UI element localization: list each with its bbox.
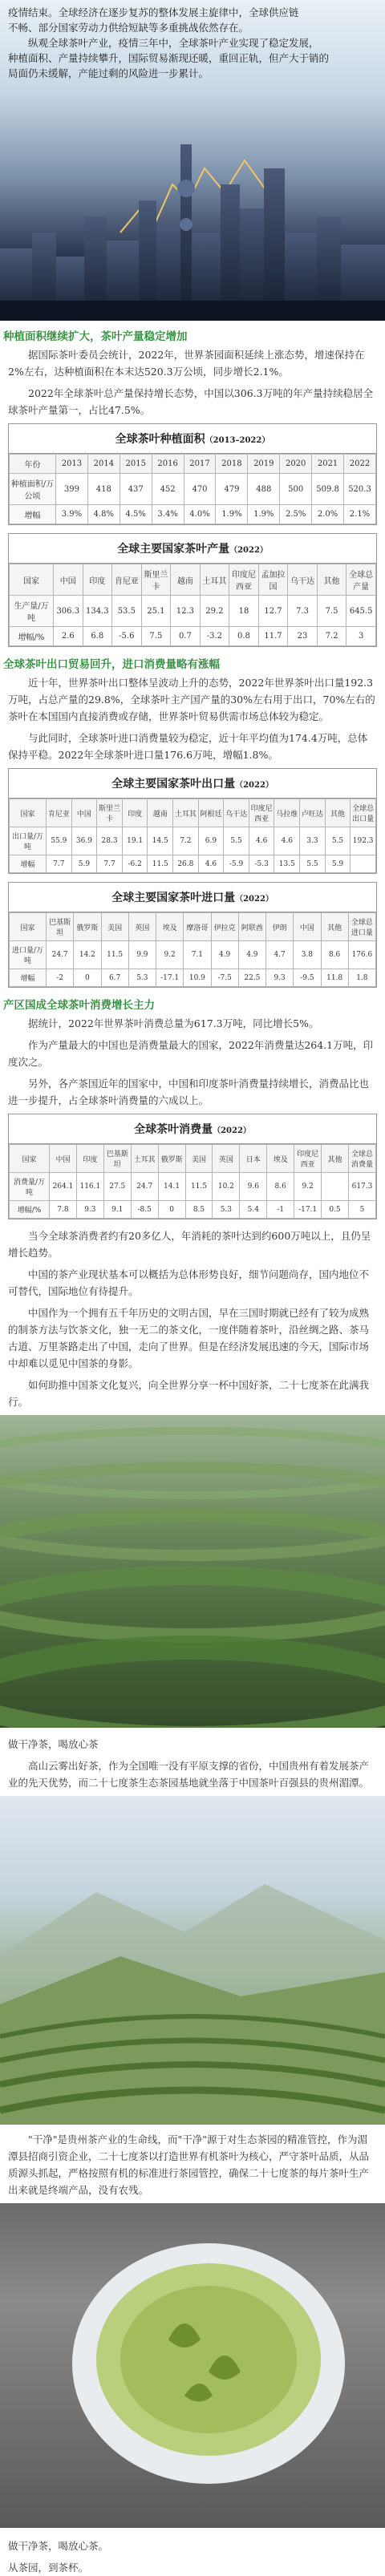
table-cell: 437 (120, 474, 152, 505)
table-cell: 增幅/% (10, 1201, 50, 1219)
table-cell: 马拉维 (274, 799, 300, 827)
mountain-terrace-illustration (0, 1796, 385, 2125)
table-cell: 55.9 (47, 827, 72, 855)
table-cell: 14.5 (148, 827, 173, 855)
table-cell: 英国 (213, 1145, 240, 1173)
table-cell: -17.1 (156, 969, 184, 987)
table-cell: 5.5 (325, 827, 351, 855)
table-cell: 9.2 (156, 941, 184, 969)
tea-cup-illustration (0, 2203, 385, 2528)
table-cell: 美国 (101, 913, 128, 941)
table-cell: 越南 (148, 799, 173, 827)
table-cell: 14.1 (158, 1173, 185, 1201)
table-cell: 中国 (50, 1145, 77, 1173)
table-cell: 全球总产量 (346, 564, 376, 596)
table-cell: 越南 (171, 564, 201, 596)
intro-line: 纵观全球茶叶产业，疫情三年中，全球茶叶产业实现了稳定发展， (28, 37, 319, 49)
data-table (9, 564, 376, 646)
table-cell: -1 (267, 1201, 294, 1219)
table-cell: 4.6 (198, 855, 224, 873)
table-cell: 乌干达 (224, 799, 249, 827)
table-cell: 4.9 (211, 941, 238, 969)
table-cell: 7.2 (173, 827, 199, 855)
table-cell: 国家 (10, 564, 54, 596)
table-row (10, 1173, 376, 1201)
table-cell: 5.5 (300, 855, 326, 873)
data-table (9, 454, 376, 524)
tea-cup-photo (0, 2203, 385, 2528)
table-cell: 470 (184, 474, 216, 505)
table-cell: 印度尼西亚 (229, 564, 259, 596)
table-row (10, 969, 376, 987)
table-cell: 中国 (71, 799, 97, 827)
table-cell: 7.7 (47, 855, 72, 873)
table-cell: 10.9 (184, 969, 211, 987)
paragraph: 据统计，2022年世界茶叶消费总量为617.3万吨，同比增长5%。 (28, 1017, 319, 1029)
table-cell: 7.5 (317, 596, 346, 627)
table-cell: 12.3 (171, 596, 201, 627)
table-cell: 4.6 (249, 827, 274, 855)
paragraph: 高山云雾出好茶，作为全国唯一没有平原支撑的省份，中国贵州有着发展茶产业的先天优势，而二十七度茶生态茶园基地就坐落于中国茶叶百强县的贵州湄潭。 (8, 1760, 370, 1789)
table-cell: 卢旺达 (300, 799, 326, 827)
table-header-row (10, 913, 376, 941)
table-cell: 509.8 (312, 474, 344, 505)
table-cell: 0.8 (229, 627, 259, 646)
table-cell: 4.0% (184, 505, 216, 524)
table-cell: 2016 (152, 455, 184, 474)
table-cell: 中国 (54, 564, 83, 596)
table-cell: 11.5 (101, 941, 128, 969)
table-cell: 全球总出口量 (351, 799, 376, 827)
table-cell: 印度尼西亚 (249, 799, 274, 827)
table-cell: 斯里兰卡 (141, 564, 171, 596)
table-cell: 增幅 (10, 969, 47, 987)
table-header-row (10, 455, 376, 474)
table-title-sub: （2013–2022） (205, 436, 270, 445)
table-cell: 9.9 (128, 941, 156, 969)
table-header-row (10, 1145, 376, 1173)
table-cell: 4.6 (274, 827, 300, 855)
table-cell: 0.7 (171, 627, 201, 646)
table-cell: 7.3 (288, 596, 318, 627)
table-title-text: 全球主要国家茶叶产量 (117, 543, 230, 556)
caption: 从茶园，到茶杯。 (8, 2562, 89, 2574)
table-cell: 13.5 (274, 855, 300, 873)
table-cell: 全球总进口量 (348, 913, 375, 941)
table-cell (351, 855, 376, 873)
table-cell: -8.5 (131, 1201, 158, 1219)
caption: 做干净茶，喝放心茶。 (8, 2540, 109, 2552)
table-row (10, 855, 376, 873)
table-cell: 埃及 (267, 1145, 294, 1173)
table-cell: 25.1 (141, 596, 171, 627)
table-cell: 伊朗 (266, 913, 294, 941)
table-title (9, 1114, 376, 1144)
table-cell: 1.8 (348, 969, 375, 987)
table-cell: 0.5 (322, 1201, 349, 1219)
hero-image (0, 0, 385, 321)
table-cell: 8.6 (321, 941, 348, 969)
table-cell: 24.7 (131, 1173, 158, 1201)
table-cell: 埃及 (156, 913, 184, 941)
table-title-sub: （2022） (213, 1126, 251, 1135)
table-header-row (10, 564, 376, 596)
table-cell: 2017 (184, 455, 216, 474)
table-cell: 2013 (56, 455, 88, 474)
table-cell: 5.4 (240, 1201, 267, 1219)
table-cell: 国家 (10, 913, 47, 941)
table-cell: 其他 (325, 799, 351, 827)
table-cell: 9.3 (266, 969, 294, 987)
table-cell: 12.7 (258, 596, 288, 627)
table-cell: 俄罗斯 (74, 913, 101, 941)
table-cell: 土耳其 (200, 564, 229, 596)
table-cell: 中国 (294, 913, 321, 941)
table-cell: 斯里兰卡 (97, 799, 123, 827)
paragraph: "干净"是贵州茶产业的生命线，而"干净"源于对生态茶园的精准管控，作为湄潭县招商引资企业，二十七度茶以打造世界有机茶叶为核心，严守茶叶品质，从品质源头抓起，严格按照有机的标准进行茶园管控，确保二十七度茶的每片茶叶生产出来就是终端产品，没有农残。 (8, 2133, 370, 2196)
table-cell: -3.2 (200, 627, 229, 646)
table-cell: 9.3 (76, 1201, 103, 1219)
paragraph: 与此同时，全球茶叶进口消费量较为稳定，近十年平均值为174.4万吨，总体保持平稳。2022年全球茶叶进口量176.6万吨，增幅1.8%。 (8, 732, 368, 761)
table-row (10, 474, 376, 505)
table-cell: 2019 (248, 455, 280, 474)
table-title (9, 769, 376, 799)
intro-line: 疫情结束。全球经济在逐步复苏的整体发展主旋律中，全球供应链 (8, 6, 299, 18)
table-cell: 印度 (76, 1145, 103, 1173)
table-cell: 11.8 (321, 969, 348, 987)
table-title (9, 883, 376, 912)
table-title-text: 全球主要国家茶叶出口量 (111, 778, 236, 791)
table-cell: 29.2 (200, 596, 229, 627)
paragraph: 2022年全球茶叶总产量保持增长态势，中国以306.3万吨的年产量持续稳居全球茶叶产量第一，占比47.5%。 (8, 387, 374, 416)
table-cell: 4.9 (238, 941, 265, 969)
table-cell: 6.8 (83, 627, 112, 646)
table-cell: 美国 (185, 1145, 213, 1173)
section-title-consumption: 产区国成全球茶叶消费增长主力 (3, 999, 155, 1012)
table-import (8, 882, 377, 988)
table-cell: 11.5 (185, 1173, 213, 1201)
table-cell: -17.1 (294, 1201, 322, 1219)
table-cell: 53.5 (112, 596, 142, 627)
table-cell: 22.5 (238, 969, 265, 987)
table-cell: 肯尼亚 (112, 564, 142, 596)
table-cell: 192.3 (351, 827, 376, 855)
table-cell: 176.6 (348, 941, 375, 969)
table-cell: 18 (229, 596, 259, 627)
table-title (9, 424, 376, 454)
table-cell: 3 (346, 627, 376, 646)
table-cell: 8.5 (185, 1201, 213, 1219)
table-cell: 国家 (10, 799, 47, 827)
paragraph: 另外，各产茶国近年的国家中，中国和印度茶叶消费量持续增长，消费品比也进一步提升，占全球茶叶消费量的六成以上。 (8, 1078, 370, 1106)
table-cell: 印度尼西亚 (294, 1145, 322, 1173)
table-cell: 2018 (216, 455, 248, 474)
table-cell: 2.6 (54, 627, 83, 646)
table-cell: 全球总消费量 (348, 1145, 375, 1173)
table-cell: 8.6 (267, 1173, 294, 1201)
table-row (10, 505, 376, 524)
table-cell: 4.7 (266, 941, 294, 969)
table-cell: 印度 (83, 564, 112, 596)
table-cell: 500 (280, 474, 312, 505)
table-cell: 乌干达 (288, 564, 318, 596)
tea-field-photo (0, 1415, 385, 1728)
table-cell: 7.5 (141, 627, 171, 646)
table-cell: 其他 (322, 1145, 349, 1173)
table-cell: 土耳其 (173, 799, 199, 827)
table-cell: 进口量/万吨 (10, 941, 47, 969)
table-cell: 5.9 (71, 855, 97, 873)
tea-rows-illustration (0, 1415, 385, 1728)
table-cell: 肯尼亚 (47, 799, 72, 827)
table-title-sub: （2022） (235, 895, 274, 904)
table-cell: 土耳其 (131, 1145, 158, 1173)
table-cell: 英国 (128, 913, 156, 941)
paragraph: 中国的茶产业现状基本可以概括为总体形势良好，细节问题尚存，国内地位不可替代，国际地位有待提升。 (8, 1268, 370, 1297)
table-cell: 418 (87, 474, 120, 505)
table-cell: -5.6 (112, 627, 142, 646)
table-cell: 增幅 (10, 855, 47, 873)
table-cell: 0 (158, 1201, 185, 1219)
table-cell: 其他 (317, 564, 346, 596)
table-cell: 7.1 (184, 941, 211, 969)
table-cell: 7.8 (50, 1201, 77, 1219)
table-cell: 14.2 (74, 941, 101, 969)
table-cell: 306.3 (54, 596, 83, 627)
intro-line: 局面仍未缓解，产能过剩的风险进一步累计。 (8, 67, 209, 79)
table-cell: 增幅/% (10, 627, 54, 646)
table-cell: 巴基斯坦 (103, 1145, 131, 1173)
paragraph: 如何助推中国茶文化复兴，向全世界分享一杯中国好茶，二十七度茶在此满我行。 (8, 1379, 370, 1408)
table-cell: -7.5 (211, 969, 238, 987)
table-cell: -6.2 (122, 855, 148, 873)
paragraph: 当今全球茶消费者约有20多亿人，年消耗的茶叶达到约600万吨以上，且仍呈增长趋势。 (8, 1230, 371, 1259)
table-row (10, 1201, 376, 1219)
table-cell: 孟加拉国 (258, 564, 288, 596)
table-cell: 国家 (10, 1145, 50, 1173)
table-cell: 俄罗斯 (158, 1145, 185, 1173)
paragraph: 近十年，世界茶叶出口整体呈波动上升的态势，2022年世界茶叶出口量192.3万吨，占总产量的29.8%，全球茶叶主产国产量的30%左右用于出口，70%左右的茶叶在本国国内直接消费或存储，世界茶叶贸易供需市场总体较为稳定。 (8, 677, 375, 722)
table-cell: 3.4% (152, 505, 184, 524)
table-cell: 520.3 (344, 474, 376, 505)
table-header-row (10, 799, 376, 827)
table-cell: -2 (47, 969, 74, 987)
table-cell: 其他 (321, 913, 348, 941)
table-cell: -5.9 (224, 855, 249, 873)
table-cell: 9.2 (294, 1173, 322, 1201)
table-cell: 134.3 (83, 596, 112, 627)
table-cell: 5.3 (128, 969, 156, 987)
table-cell: 488 (248, 474, 280, 505)
table-export (8, 768, 377, 874)
table-cell: 645.5 (346, 596, 376, 627)
table-cell: 36.9 (71, 827, 97, 855)
table-cell: 399 (56, 474, 88, 505)
table-cell: 5.9 (325, 855, 351, 873)
table-title-sub: （2022） (229, 546, 268, 555)
table-production (8, 533, 377, 647)
data-table (9, 912, 376, 987)
table-cell: 巴基斯坦 (47, 913, 74, 941)
table-cell: 2020 (280, 455, 312, 474)
city-skyline-illustration (0, 112, 385, 321)
table-cell: 4.5% (120, 505, 152, 524)
tea-mountain-photo (0, 1796, 385, 2125)
table-cell: 年份 (10, 455, 56, 474)
table-row (10, 627, 376, 646)
table-cell: 阿联酋 (238, 913, 265, 941)
table-row (10, 827, 376, 855)
table-cell: 2.1% (344, 505, 376, 524)
table-cell: 9.1 (103, 1201, 131, 1219)
table-title-text: 全球茶叶消费量 (134, 1123, 213, 1136)
table-cell: 11.5 (148, 855, 173, 873)
table-cell: 24.7 (47, 941, 74, 969)
table-cell: 生产量/万吨 (10, 596, 54, 627)
table-title-sub: （2022） (235, 781, 274, 790)
table-cell: 2021 (312, 455, 344, 474)
table-cell: 2022 (344, 455, 376, 474)
table-cell: 0 (74, 969, 101, 987)
caption: 做干净茶，喝放心茶 (8, 1738, 99, 1750)
table-cell: 264.1 (50, 1173, 77, 1201)
section-title-trade: 全球茶叶出口贸易回升，进口消费量略有涨幅 (3, 658, 220, 671)
section-title-planting: 种植面积继续扩大，茶叶产量稳定增加 (3, 330, 188, 343)
table-cell: 2.0% (312, 505, 344, 524)
table-cell: 种植面积/万公顷 (10, 474, 56, 505)
table-title-text: 全球主要国家茶叶进口量 (111, 892, 236, 904)
table-consumption (8, 1114, 377, 1219)
table-cell: 116.1 (76, 1173, 103, 1201)
table-cell: 摩洛哥 (184, 913, 211, 941)
table-cell: 28.3 (97, 827, 123, 855)
table-cell: 617.3 (348, 1173, 375, 1201)
table-cell: 10.2 (213, 1173, 240, 1201)
intro-line: 种植面积、产量持续攀升，国际贸易渐现还暖，重回正轨，但产大于销的 (8, 52, 330, 64)
table-cell: 阿根廷 (198, 799, 224, 827)
table-title-text: 全球茶叶种植面积 (115, 433, 205, 446)
table-row (10, 596, 376, 627)
table-cell: 消费量/万吨 (10, 1173, 50, 1201)
table-cell: 5.3 (213, 1201, 240, 1219)
table-cell: 5.5 (224, 827, 249, 855)
table-cell: 增幅 (10, 505, 56, 524)
table-cell: 6.7 (101, 969, 128, 987)
table-cell: 出口量/万吨 (10, 827, 47, 855)
table-cell: 6.9 (198, 827, 224, 855)
intro-text (8, 5, 377, 81)
table-cell: 1.9% (248, 505, 280, 524)
table-cell: 1.9% (216, 505, 248, 524)
intro-line: 不畅、部分国家劳动力供给短缺等多重挑战依然存在。 (8, 22, 249, 34)
table-cell: 27.5 (103, 1173, 131, 1201)
table-cell: 2014 (87, 455, 120, 474)
table-cell: 19.1 (122, 827, 148, 855)
paragraph: 据国际茶叶委员会统计，2022年，世界茶园面积延续上涨态势，增速保持在2%左右，达种植面积在本末达520.3万公顷，同步增长2.1%。 (8, 349, 365, 378)
table-cell: 印度 (122, 799, 148, 827)
paragraph: 中国作为一个拥有五千年历史的文明古国，早在三国时期就已经有了较为成熟的制茶方法与饮茶文化，独一无二的茶文化，一度伴随着茶叶，沿丝绸之路、茶马古道、万里茶路走出了中国，走向了世界。但是在经济发展迅速的今天，国际市场中却难以觅见中国茶的身影。 (8, 1307, 370, 1369)
table-cell: 日本 (240, 1145, 267, 1173)
table-cell: -5.3 (249, 855, 274, 873)
table-cell: 4.8% (87, 505, 120, 524)
table-cell: 9.6 (240, 1173, 267, 1201)
table-row (10, 941, 376, 969)
table-cell: 11.7 (258, 627, 288, 646)
table-cell: 26.8 (173, 855, 199, 873)
data-table (9, 1144, 376, 1219)
table-cell (322, 1173, 349, 1201)
table-cell: 7.2 (317, 627, 346, 646)
table-cell: 479 (216, 474, 248, 505)
table-cell: -9.5 (294, 969, 321, 987)
table-cell: 2.5% (280, 505, 312, 524)
table-planting-area (8, 423, 377, 525)
table-cell: 452 (152, 474, 184, 505)
data-table (9, 799, 376, 873)
table-cell: 3.8 (294, 941, 321, 969)
table-cell: 伊拉克 (211, 913, 238, 941)
table-cell: 5 (348, 1201, 375, 1219)
table-title (9, 534, 376, 564)
table-cell: 7.7 (97, 855, 123, 873)
table-cell: 3.9% (56, 505, 88, 524)
table-cell: 23 (288, 627, 318, 646)
table-cell: 2015 (120, 455, 152, 474)
paragraph: 作为产量最大的中国也是消费量最大的国家，2022年消费量达264.1万吨，印度次之。 (8, 1039, 374, 1068)
table-cell: 3.3 (300, 827, 326, 855)
